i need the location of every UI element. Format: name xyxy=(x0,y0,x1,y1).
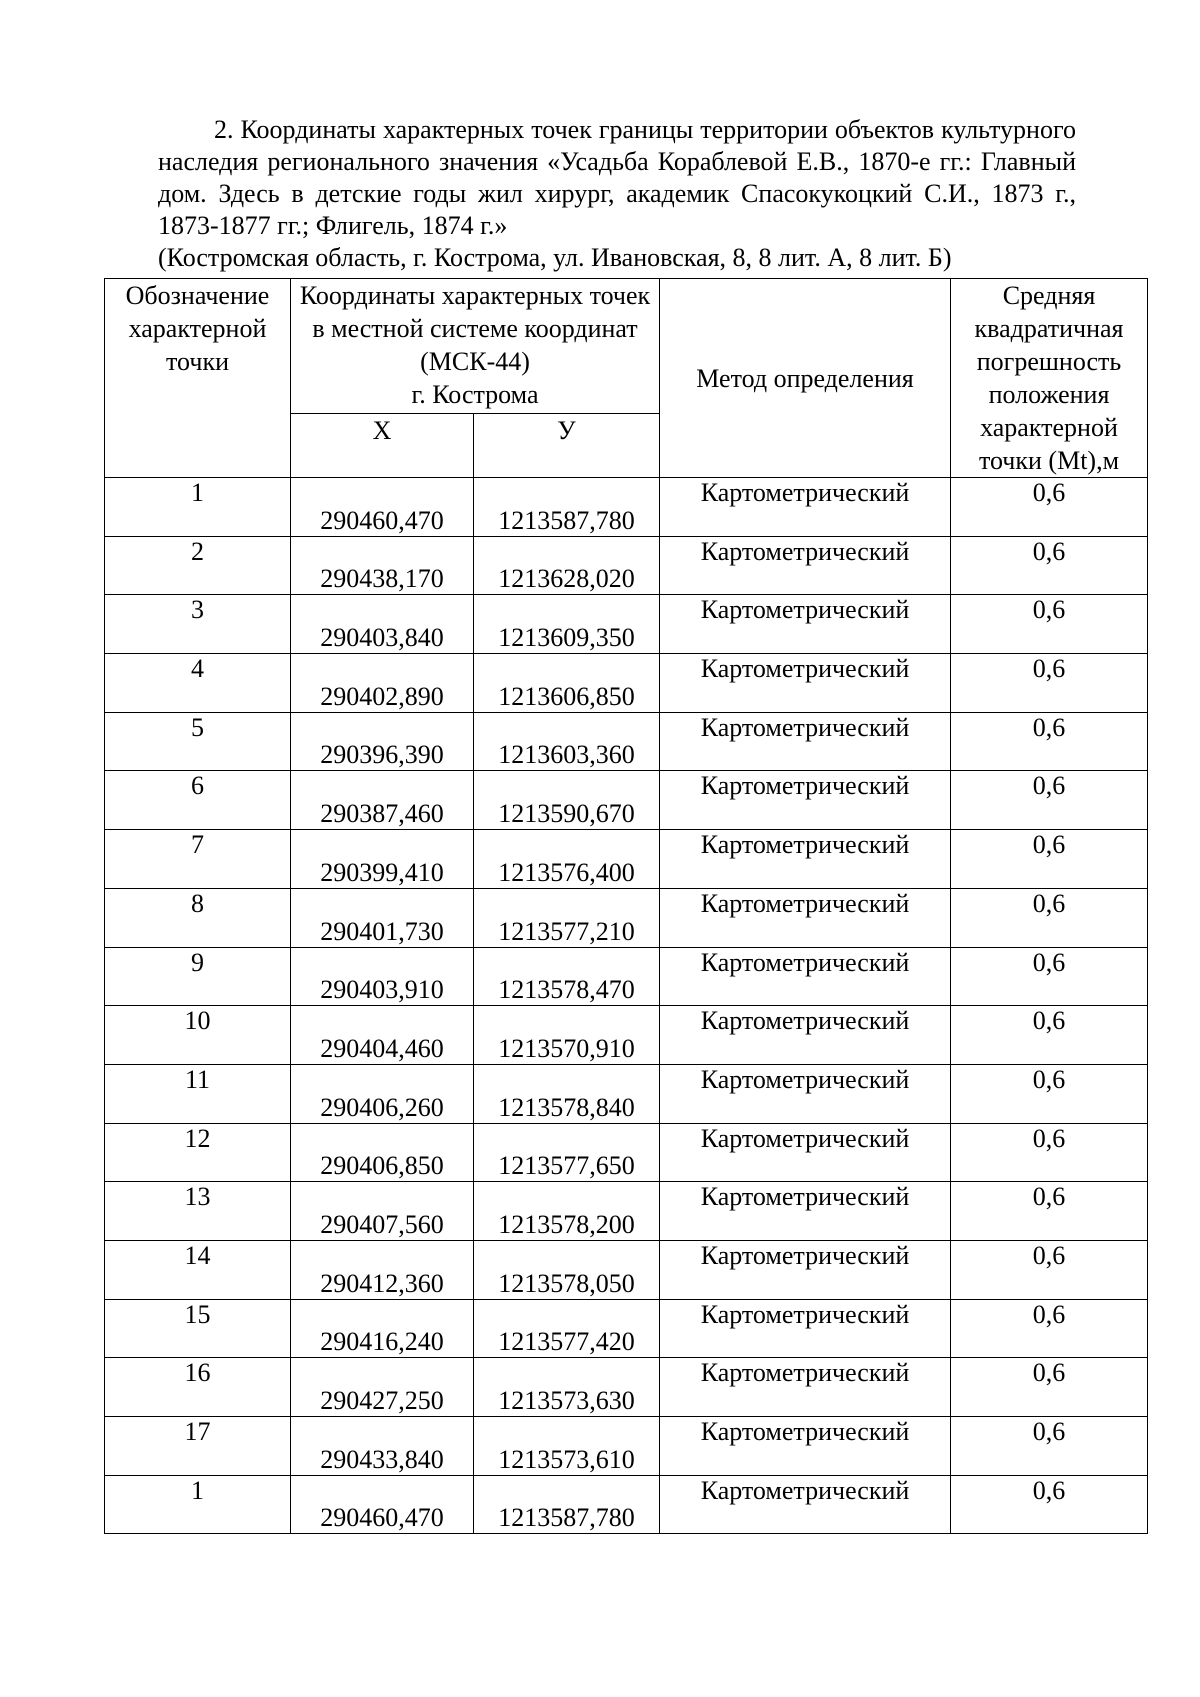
cell-error: 0,6 xyxy=(951,1006,1148,1065)
cell-error: 0,6 xyxy=(951,1417,1148,1476)
cell-point: 1 xyxy=(105,478,291,537)
cell-method: Картометрический xyxy=(660,595,951,654)
cell-x: 290403,910 xyxy=(291,947,474,1006)
table-row xyxy=(105,1475,1148,1534)
cell-y: 1213603,360 xyxy=(474,712,660,771)
cell-error: 0,6 xyxy=(951,947,1148,1006)
table-row xyxy=(105,654,1148,713)
cell-point: 15 xyxy=(105,1299,291,1358)
section-heading xyxy=(158,114,1076,274)
cell-point: 3 xyxy=(105,595,291,654)
cell-x: 290401,730 xyxy=(291,888,474,947)
cell-error: 0,6 xyxy=(951,1358,1148,1417)
cell-point: 4 xyxy=(105,654,291,713)
table-header xyxy=(105,279,1148,478)
table-row xyxy=(105,1182,1148,1241)
cell-x: 290460,470 xyxy=(291,1475,474,1534)
cell-y: 1213590,670 xyxy=(474,771,660,830)
cell-point: 11 xyxy=(105,1064,291,1123)
header-y: У xyxy=(474,414,660,478)
cell-method: Картометрический xyxy=(660,1182,951,1241)
cell-error: 0,6 xyxy=(951,888,1148,947)
cell-error: 0,6 xyxy=(951,1475,1148,1534)
table-row xyxy=(105,712,1148,771)
cell-y: 1213573,630 xyxy=(474,1358,660,1417)
table-row xyxy=(105,595,1148,654)
cell-method: Картометрический xyxy=(660,947,951,1006)
cell-error: 0,6 xyxy=(951,536,1148,595)
table-row xyxy=(105,771,1148,830)
cell-y: 1213577,650 xyxy=(474,1123,660,1182)
cell-x: 290396,390 xyxy=(291,712,474,771)
cell-error: 0,6 xyxy=(951,654,1148,713)
cell-x: 290403,840 xyxy=(291,595,474,654)
cell-method: Картометрический xyxy=(660,1299,951,1358)
cell-y: 1213573,610 xyxy=(474,1417,660,1476)
cell-error: 0,6 xyxy=(951,1182,1148,1241)
heading-text: 2. Координаты характерных точек границы территории объектов культурного наследия регионального значения «Усадьба Кораблевой Е.В., 1870-е гг.: Главный дом. Здесь в детские годы жил хирург, академик Спасокукоцкий С.И., 1873 г., 1873-1877 гг.; Флигель, 1874 г.» xyxy=(158,115,1076,240)
cell-x: 290387,460 xyxy=(291,771,474,830)
cell-error: 0,6 xyxy=(951,712,1148,771)
cell-point: 5 xyxy=(105,712,291,771)
cell-point: 16 xyxy=(105,1358,291,1417)
cell-x: 290412,360 xyxy=(291,1240,474,1299)
cell-method: Картометрический xyxy=(660,830,951,889)
cell-method: Картометрический xyxy=(660,1358,951,1417)
table-row xyxy=(105,1064,1148,1123)
cell-method: Картометрический xyxy=(660,1006,951,1065)
header-point: Обозначение характерной точки xyxy=(105,279,291,478)
table-row xyxy=(105,1417,1148,1476)
table-row xyxy=(105,1240,1148,1299)
cell-point: 8 xyxy=(105,888,291,947)
header-x: Х xyxy=(291,414,474,478)
cell-x: 290399,410 xyxy=(291,830,474,889)
cell-y: 1213587,780 xyxy=(474,1475,660,1534)
cell-y: 1213578,470 xyxy=(474,947,660,1006)
cell-error: 0,6 xyxy=(951,1240,1148,1299)
cell-method: Картометрический xyxy=(660,1417,951,1476)
cell-y: 1213570,910 xyxy=(474,1006,660,1065)
cell-method: Картометрический xyxy=(660,478,951,537)
cell-method: Картометрический xyxy=(660,654,951,713)
cell-method: Картометрический xyxy=(660,771,951,830)
cell-method: Картометрический xyxy=(660,1240,951,1299)
cell-point: 12 xyxy=(105,1123,291,1182)
cell-x: 290406,260 xyxy=(291,1064,474,1123)
table-body xyxy=(105,478,1148,1534)
table-row xyxy=(105,478,1148,537)
table-row xyxy=(105,888,1148,947)
table-row xyxy=(105,1123,1148,1182)
cell-y: 1213577,420 xyxy=(474,1299,660,1358)
table-row xyxy=(105,536,1148,595)
cell-point: 7 xyxy=(105,830,291,889)
cell-error: 0,6 xyxy=(951,1064,1148,1123)
cell-y: 1213578,050 xyxy=(474,1240,660,1299)
cell-error: 0,6 xyxy=(951,1123,1148,1182)
cell-error: 0,6 xyxy=(951,595,1148,654)
cell-point: 17 xyxy=(105,1417,291,1476)
cell-y: 1213628,020 xyxy=(474,536,660,595)
cell-x: 290404,460 xyxy=(291,1006,474,1065)
header-method: Метод определения xyxy=(660,279,951,478)
cell-x: 290407,560 xyxy=(291,1182,474,1241)
cell-x: 290460,470 xyxy=(291,478,474,537)
cell-y: 1213577,210 xyxy=(474,888,660,947)
cell-point: 9 xyxy=(105,947,291,1006)
coordinates-table xyxy=(104,278,1148,1534)
cell-error: 0,6 xyxy=(951,478,1148,537)
cell-error: 0,6 xyxy=(951,1299,1148,1358)
table-row xyxy=(105,1358,1148,1417)
header-error: Средняя квадратичная погрешность положения характерной точки (Mt),м xyxy=(951,279,1148,478)
cell-point: 10 xyxy=(105,1006,291,1065)
cell-point: 14 xyxy=(105,1240,291,1299)
cell-method: Картометрический xyxy=(660,712,951,771)
cell-y: 1213576,400 xyxy=(474,830,660,889)
cell-x: 290438,170 xyxy=(291,536,474,595)
table-row xyxy=(105,947,1148,1006)
cell-point: 13 xyxy=(105,1182,291,1241)
cell-method: Картометрический xyxy=(660,1064,951,1123)
cell-x: 290416,240 xyxy=(291,1299,474,1358)
cell-error: 0,6 xyxy=(951,830,1148,889)
cell-y: 1213578,200 xyxy=(474,1182,660,1241)
cell-y: 1213606,850 xyxy=(474,654,660,713)
cell-x: 290433,840 xyxy=(291,1417,474,1476)
cell-x: 290406,850 xyxy=(291,1123,474,1182)
header-coordinates-city: г. Кострома xyxy=(411,380,539,409)
table-row xyxy=(105,830,1148,889)
cell-point: 2 xyxy=(105,536,291,595)
cell-point: 6 xyxy=(105,771,291,830)
cell-method: Картометрический xyxy=(660,536,951,595)
cell-method: Картометрический xyxy=(660,1123,951,1182)
cell-y: 1213587,780 xyxy=(474,478,660,537)
table-row xyxy=(105,1006,1148,1065)
cell-method: Картометрический xyxy=(660,888,951,947)
heading-address: (Костромская область, г. Кострома, ул. Ивановская, 8, 8 лит. А, 8 лит. Б) xyxy=(158,243,952,272)
cell-error: 0,6 xyxy=(951,771,1148,830)
cell-x: 290402,890 xyxy=(291,654,474,713)
header-coordinates: Координаты характерных точек в местной системе координат (МСК-44) г. Кострома xyxy=(291,279,660,414)
cell-x: 290427,250 xyxy=(291,1358,474,1417)
table-row xyxy=(105,1299,1148,1358)
cell-method: Картометрический xyxy=(660,1475,951,1534)
cell-point: 1 xyxy=(105,1475,291,1534)
cell-y: 1213578,840 xyxy=(474,1064,660,1123)
cell-y: 1213609,350 xyxy=(474,595,660,654)
